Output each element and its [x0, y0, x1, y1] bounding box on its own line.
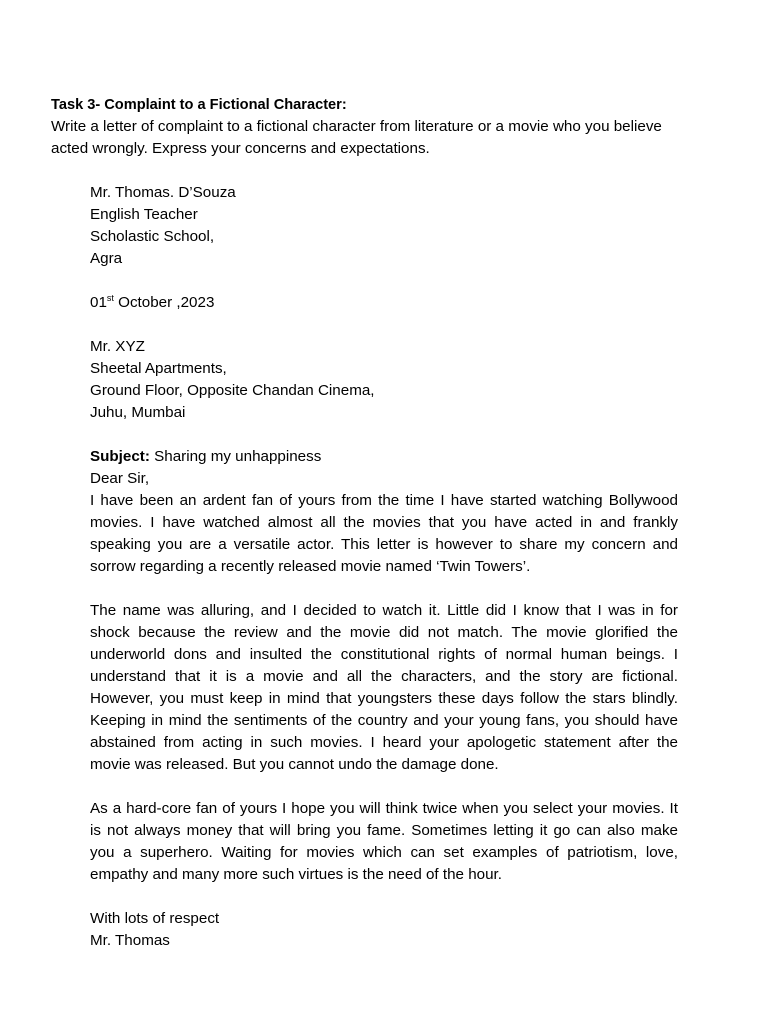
sender-designation: English Teacher [90, 206, 198, 223]
complimentary-close: With lots of respect [90, 910, 220, 927]
date-day: 01 [90, 294, 107, 311]
sender-city: Agra [90, 250, 123, 267]
body-paragraph-2: The name was alluring, and I decided to watch it. Little did I know that I was in for shock because the review and the movie did not match. The movie glorified the underworld dons and insulted the constitutional rights of normal human beings. I understand that it is a movie and all the characters, and the story are fictional. However, you must keep in mind that youngsters these days follow the stars blindly. Keeping in mind the sentiments of the country and your young fans, you should have abstained from acting in such movies. I heard your apologetic statement after the movie was released. But you cannot undo the damage done. [90, 602, 678, 773]
task-instructions: Write a letter of complaint to a fictional character from literature or a movie who you believe acted wrongly. Express your concerns and expectations. [51, 118, 662, 157]
receiver-line1: Sheetal Apartments, [90, 360, 227, 377]
subject-label: Subject: [90, 448, 150, 465]
signature: Mr. Thomas [90, 932, 170, 949]
task-title: Task 3- Complaint to a Fictional Character: [51, 97, 347, 113]
closing [90, 908, 678, 952]
letter [90, 182, 678, 952]
receiver-address [90, 336, 678, 424]
letter-date [90, 292, 678, 314]
receiver-line3: Juhu, Mumbai [90, 404, 186, 421]
salutation: Dear Sir, [90, 470, 150, 487]
body-paragraph-3: As a hard-core fan of yours I hope you will think twice when you select your movies. It is not always money that will bring you fame. Sometimes letting it go can also make you a superhero. Waiting for movies which can set examples of patriotism, love, empathy and many more such virtues is the need of the hour. [90, 800, 678, 883]
sender-address [90, 182, 678, 270]
date-rest: October ,2023 [113, 294, 215, 311]
subject-line [90, 446, 678, 468]
body-paragraph-1: I have been an ardent fan of yours from the time I have started watching Bollywood movies. I have watched almost all the movies that you have acted in and frankly speaking you are a versatile actor. This letter is however to share my concern and sorrow regarding a recently released movie named ‘Twin Towers’. [90, 492, 678, 575]
task-header [51, 94, 691, 160]
sender-name: Mr. Thomas. D’Souza [90, 184, 236, 201]
date-suffix: st [106, 293, 114, 303]
subject-text: Sharing my unhappiness [149, 448, 322, 465]
receiver-line2: Ground Floor, Opposite Chandan Cinema, [90, 382, 375, 399]
sender-school: Scholastic School, [90, 228, 215, 245]
receiver-name: Mr. XYZ [90, 338, 145, 355]
